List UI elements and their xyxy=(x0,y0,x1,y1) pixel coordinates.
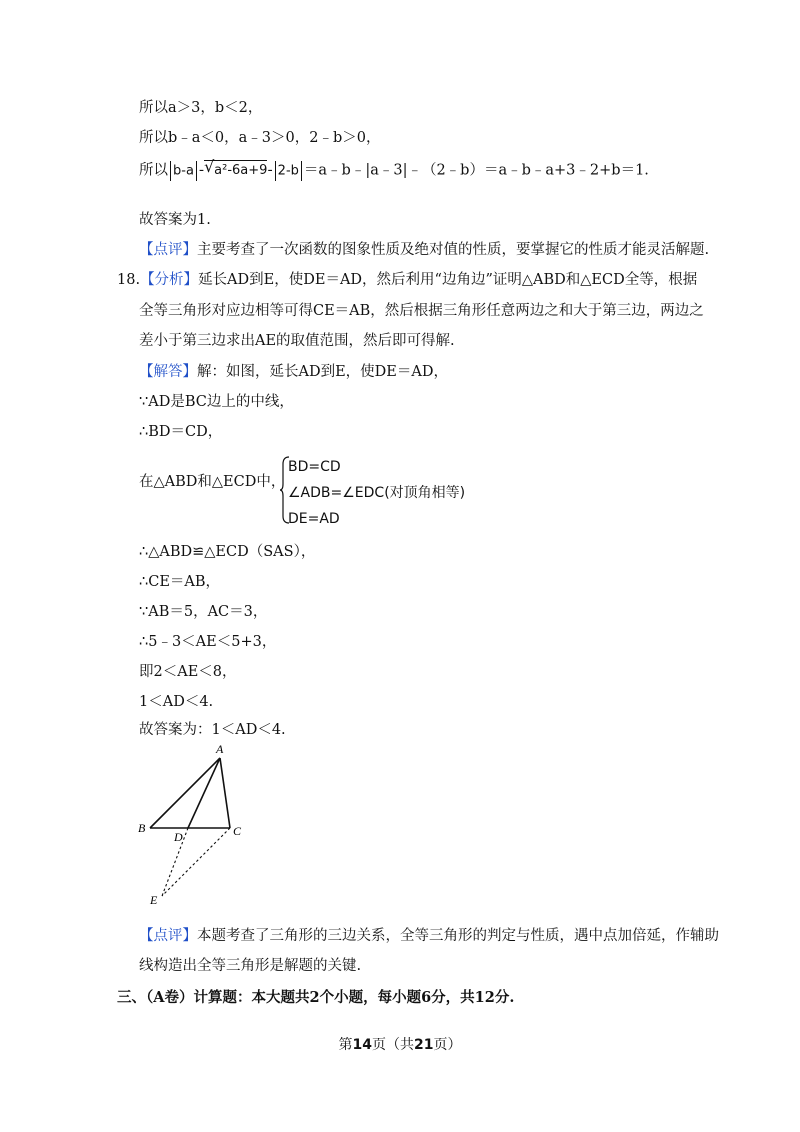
abs-bar xyxy=(275,161,276,181)
system-row: BD=CD xyxy=(288,459,341,475)
segment-ce xyxy=(162,828,230,896)
page-number: 14 xyxy=(352,1037,372,1053)
segment-ad xyxy=(188,758,220,828)
label-c: C xyxy=(233,824,242,838)
label-a: A xyxy=(216,742,224,756)
segment-ac xyxy=(220,758,230,828)
sqrt-expression xyxy=(204,157,268,181)
text-line: 全等三角形对应边相等可得CE＝AB，然后根据三角形任意两边之和大于第三边，两边之 xyxy=(139,303,704,319)
equation-line: 所以 b-a - √ a²-6a+9- 2-b ＝a﹣b﹣|a﹣3|﹣（2﹣b）＝a﹣b﹣a+3﹣2+b＝1. xyxy=(139,160,649,182)
comment-line xyxy=(139,926,719,946)
text-line: ∴CE＝AB， xyxy=(139,574,221,590)
abs-content: b-a xyxy=(173,163,194,179)
text-line: 故答案为：1＜AD＜4. xyxy=(139,722,286,738)
text-suffix: ＝a﹣b﹣|a﹣3|﹣（2﹣b）＝a﹣b﹣a+3﹣2+b＝1. xyxy=(303,162,649,179)
equation-system xyxy=(288,454,465,532)
comment-tag: 【点评】 xyxy=(139,242,197,258)
section-heading: 三、（A卷）计算题：本大题共2个小题，每小题6分，共12分. xyxy=(117,989,515,1006)
comment-text: 主要考查了一次函数的图象性质及绝对值的性质，要掌握它的性质才能灵活解题. xyxy=(197,242,710,258)
radical-sign: √ xyxy=(204,157,215,176)
text-prefix: 所以 xyxy=(139,162,168,179)
label-b: B xyxy=(138,821,146,835)
segment-ab xyxy=(150,758,220,828)
comment-tag: 【点评】 xyxy=(139,928,197,944)
text-line: 所以a＞3，b＜2， xyxy=(139,100,263,116)
page-total: 21 xyxy=(414,1037,434,1053)
question-number: 18. xyxy=(117,272,141,288)
text-line: 在△ABD和△ECD中， xyxy=(139,474,286,490)
label-d: D xyxy=(174,830,183,844)
label-e: E xyxy=(150,893,158,907)
text-line: ∴5﹣3＜AE＜5+3， xyxy=(139,634,277,650)
answer-text: 解：如图，延长AD到E，使DE＝AD， xyxy=(197,364,448,380)
page-footer: 第14页（共21页） xyxy=(338,1037,462,1053)
abs-bar xyxy=(170,161,171,181)
text-line: ∵AD是BC边上的中线， xyxy=(139,394,294,410)
text-line: 1＜AD＜4. xyxy=(139,694,214,710)
answer-tag: 【解答】 xyxy=(139,364,197,380)
text-line: 所以b﹣a＜0，a﹣3＞0，2﹣b＞0， xyxy=(139,130,381,146)
text-line: 即2＜AE＜8， xyxy=(139,664,237,680)
text-line: ∴BD＝CD， xyxy=(139,424,223,440)
triangle-figure xyxy=(138,740,258,910)
text-line: 差小于第三边求出AE的取值范围，然后即可得解. xyxy=(139,333,455,349)
abs-bar xyxy=(196,161,197,181)
system-row: DE=AD xyxy=(288,511,340,527)
text-line: 线构造出全等三角形是解题的关键. xyxy=(139,958,362,974)
comment-text: 本题考查了三角形的三边关系，全等三角形的判定与性质，遇中点加倍延，作辅助 xyxy=(197,928,719,944)
abs-bar xyxy=(301,161,302,181)
system-row: ∠ADB=∠EDC(对顶角相等) xyxy=(288,485,466,501)
sqrt-content: a²-6a+9 xyxy=(214,163,268,178)
analysis-text: 延长AD到E，使DE＝AD，然后利用“边角边”证明△ABD和△ECD全等，根据 xyxy=(198,272,698,288)
text-line: ∴△ABD≌△ECD（SAS）， xyxy=(139,544,316,560)
analysis-tag: 【分析】 xyxy=(140,272,199,288)
text-line: ∵AB＝5，AC＝3， xyxy=(139,604,268,620)
answer-line xyxy=(139,362,448,382)
comment-line xyxy=(139,240,709,260)
question-line xyxy=(117,270,697,290)
abs-content: 2-b xyxy=(277,163,299,179)
text-line: 故答案为1. xyxy=(139,212,211,228)
